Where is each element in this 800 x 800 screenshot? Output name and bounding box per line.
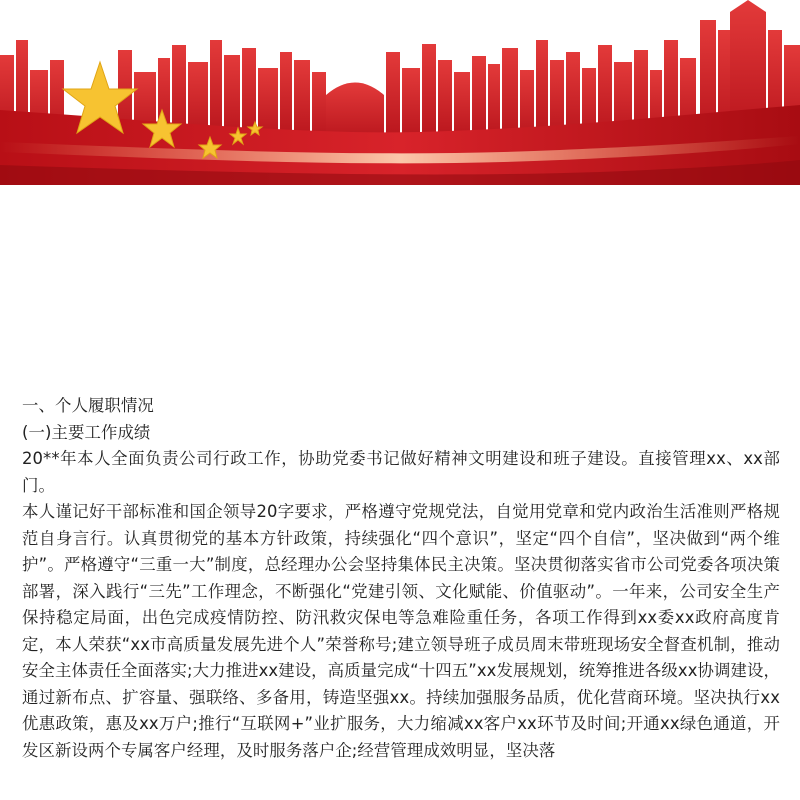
paragraph: 20**年本人全面负责公司行政工作，协助党委书记做好精神文明建设和班子建设。直接管理xx、xx部门。 [22,449,780,495]
subsection-heading: (一)主要工作成绩 [22,422,151,442]
document-body [22,393,780,764]
section-heading: 一、个人履职情况 [22,396,154,415]
paragraph: 本人谨记好干部标准和国企领导20字要求，严格遵守党规党法，自觉用党章和党内政治生活准则严格规范自身言行。认真贯彻党的基本方针政策，持续强化“四个意识”，坚定“四个自信”，坚决做到“两个维护”。严格遵守“三重一大”制度，总经理办公会坚持集体民主决策。坚决贯彻落实省市公司党委各项决策部署，深入践行“三先”工作理念，不断强化“党建引领、文化赋能、价值驱动”。一年来，公司安全生产保持稳定局面，出色完成疫情防控、防汛救灾保电等急难险重任务，各项工作得到xx委xx政府高度肯定，本人荣获“xx市高质量发展先进个人”荣誉称号;建立领导班子成员周末带班现场安全督查机制，推动安全主体责任全面落实;大力推进xx建设，高质量完成“十四五”xx发展规划，统筹推进各级xx协调建设，通过新布点、扩容量、强联络、多备用，铸造坚强xx。持续加强服务品质，优化营商环境。坚决执行xx优惠政策，惠及xx万户;推行“互联网+”业扩服务，大力缩减xx客户xx环节及时间;开通xx绿色通道，开发区新设两个专属客户经理，及时服务落户企;经营管理成效明显，坚决落 [22,502,780,760]
header-banner [0,0,800,185]
